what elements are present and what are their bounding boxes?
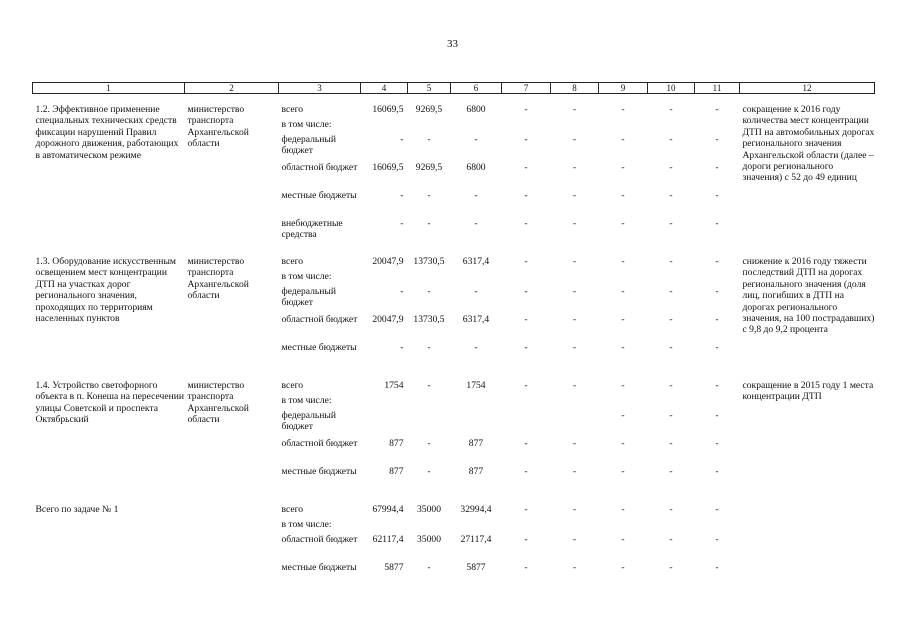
value-cell — [551, 271, 599, 286]
value-cell: 67994,4 — [372, 504, 404, 515]
value-cell: - — [715, 256, 719, 267]
column-header: 1 — [33, 83, 185, 94]
column-number-row — [33, 83, 875, 94]
value-cell: - — [474, 190, 478, 201]
value-cell: - — [621, 218, 625, 229]
value-cell — [648, 271, 695, 286]
table-row — [33, 104, 875, 119]
column-header: 11 — [695, 83, 740, 94]
value-cell — [599, 119, 648, 134]
table-body — [33, 94, 875, 591]
source-label: областной бюджет — [281, 534, 358, 545]
value-cell — [361, 395, 408, 410]
value-cell: - — [572, 218, 577, 229]
value-cell: - — [572, 562, 577, 573]
value-cell: - — [715, 314, 719, 325]
value-cell — [695, 395, 740, 410]
value-cell — [408, 271, 451, 286]
value-cell: - — [524, 534, 528, 545]
value-cell: - — [474, 218, 478, 229]
value-cell: - — [572, 342, 577, 353]
value-cell: - — [572, 534, 577, 545]
value-cell: - — [715, 162, 719, 173]
value-cell: - — [524, 256, 528, 267]
measure-cell: Всего по задаче № 1 — [35, 504, 119, 515]
source-label: всего — [281, 504, 304, 515]
value-cell: - — [524, 104, 528, 115]
column-header: 2 — [185, 83, 279, 94]
value-cell: - — [572, 380, 577, 391]
value-cell: - — [572, 314, 577, 325]
value-cell: - — [572, 438, 577, 449]
value-cell: - — [621, 504, 625, 515]
value-cell: - — [400, 342, 404, 353]
value-cell — [451, 410, 502, 438]
value-cell: - — [715, 134, 719, 145]
value-cell — [408, 119, 451, 134]
value-cell — [551, 395, 599, 410]
value-cell — [361, 119, 408, 134]
value-cell — [408, 395, 451, 410]
value-cell: - — [621, 410, 625, 421]
source-label: всего — [281, 104, 304, 115]
value-cell: - — [669, 256, 673, 267]
value-cell: - — [621, 380, 625, 391]
value-cell: - — [524, 438, 528, 449]
source-label: федеральный бюджет — [281, 134, 337, 157]
value-cell — [408, 519, 451, 534]
column-header: 7 — [502, 83, 551, 94]
value-cell: 6800 — [466, 162, 486, 173]
value-cell — [451, 271, 502, 286]
value-cell — [648, 119, 695, 134]
value-cell: - — [524, 190, 528, 201]
measure-cell: 1.3. Оборудование искусственным освещением мест концентрации ДТП на участках дорог регионального значения, проходящих по территориям населенных пунктов — [35, 256, 176, 325]
value-cell: - — [524, 314, 528, 325]
value-cell: - — [427, 466, 431, 477]
value-cell — [599, 519, 648, 534]
value-cell: - — [524, 162, 528, 173]
value-cell: - — [669, 380, 673, 391]
value-cell: 1754 — [384, 380, 404, 391]
section-separator — [33, 246, 875, 256]
value-cell: - — [669, 286, 673, 297]
value-cell: 9269,5 — [415, 104, 443, 115]
value-cell: 877 — [468, 438, 484, 449]
value-cell: - — [427, 380, 431, 391]
value-cell: 9269,5 — [415, 162, 443, 173]
source-label: всего — [281, 256, 304, 267]
executor-cell — [185, 504, 279, 590]
column-header: 6 — [451, 83, 502, 94]
separator-cell — [33, 494, 875, 504]
value-cell: - — [715, 380, 719, 391]
source-label: всего — [281, 380, 304, 391]
value-cell: - — [524, 466, 528, 477]
value-cell: 1754 — [466, 380, 486, 391]
value-cell: - — [621, 466, 625, 477]
value-cell: - — [621, 562, 625, 573]
value-cell: - — [621, 134, 625, 145]
column-header: 3 — [279, 83, 361, 94]
separator-cell — [33, 94, 875, 105]
result-cell: сокращение в 2015 году 1 места концентрации ДТП — [742, 380, 874, 403]
value-cell: - — [524, 562, 528, 573]
separator-cell — [33, 246, 875, 256]
value-cell: - — [474, 134, 478, 145]
value-cell: - — [669, 190, 673, 201]
value-cell: - — [715, 410, 719, 421]
value-cell: - — [400, 190, 404, 201]
page-number: 33 — [447, 38, 458, 50]
value-cell: 20047,9 — [372, 314, 404, 325]
value-cell: - — [572, 286, 577, 297]
value-cell: - — [669, 504, 673, 515]
source-label: федеральный бюджет — [281, 286, 337, 309]
value-cell — [502, 395, 551, 410]
column-header: 9 — [599, 83, 648, 94]
value-cell: 32994,4 — [460, 504, 492, 515]
value-cell: - — [572, 134, 577, 145]
value-cell: - — [669, 342, 673, 353]
value-cell — [648, 519, 695, 534]
value-cell: 6317,4 — [462, 314, 490, 325]
source-label: в том числе: — [281, 395, 332, 406]
value-cell — [502, 119, 551, 134]
value-cell — [551, 410, 599, 438]
value-cell: - — [427, 562, 431, 573]
value-cell: - — [669, 314, 673, 325]
value-cell: - — [572, 256, 577, 267]
source-label: областной бюджет — [281, 314, 358, 325]
value-cell — [451, 119, 502, 134]
value-cell: - — [572, 504, 577, 515]
value-cell: - — [427, 438, 431, 449]
executor-cell: министерство транспорта Архангельской области — [187, 256, 249, 302]
measure-cell: 1.4. Устройство светофорного объекта в п. Конеша на пересечении улицы Советской и проспекта Октябрьский — [35, 380, 185, 426]
value-cell: 13730,5 — [413, 256, 445, 267]
source-label: местные бюджеты — [281, 466, 357, 477]
value-cell: - — [715, 466, 719, 477]
value-cell: - — [621, 190, 625, 201]
value-cell: - — [621, 314, 625, 325]
value-cell: - — [715, 534, 719, 545]
value-cell: 16069,5 — [372, 162, 404, 173]
value-cell: - — [715, 104, 719, 115]
table-row — [33, 504, 875, 519]
source-label: местные бюджеты — [281, 190, 357, 201]
value-cell: - — [669, 162, 673, 173]
financing-table — [32, 82, 875, 590]
measure-cell: 1.2. Эффективное применение специальных технических средств фиксации нарушений Правил дорожного движения, работающих в автоматическом режиме — [35, 104, 179, 161]
value-cell — [451, 519, 502, 534]
value-cell: - — [621, 342, 625, 353]
value-cell: - — [400, 134, 404, 145]
value-cell: - — [669, 104, 673, 115]
source-label: федеральный бюджет — [281, 410, 337, 433]
value-cell: 877 — [468, 466, 484, 477]
value-cell: - — [572, 104, 577, 115]
source-label: областной бюджет — [281, 162, 358, 173]
value-cell: 6800 — [466, 104, 486, 115]
value-cell: - — [669, 438, 673, 449]
value-cell: 5877 — [384, 562, 404, 573]
value-cell — [408, 410, 451, 438]
value-cell: - — [715, 342, 719, 353]
value-cell: - — [524, 342, 528, 353]
value-cell — [599, 271, 648, 286]
source-label: в том числе: — [281, 119, 332, 130]
value-cell: - — [524, 380, 528, 391]
value-cell — [695, 519, 740, 534]
value-cell: - — [474, 286, 478, 297]
value-cell: 62117,4 — [372, 534, 404, 545]
value-cell: - — [669, 534, 673, 545]
value-cell: - — [715, 286, 719, 297]
value-cell — [599, 395, 648, 410]
value-cell: - — [572, 162, 577, 173]
value-cell — [361, 410, 408, 438]
value-cell: - — [669, 218, 673, 229]
value-cell — [695, 271, 740, 286]
executor-cell: министерство транспорта Архангельской области — [187, 104, 249, 150]
value-cell: - — [669, 466, 673, 477]
separator-cell — [33, 370, 875, 380]
value-cell: - — [427, 134, 431, 145]
value-cell: - — [474, 342, 478, 353]
value-cell: - — [715, 218, 719, 229]
result-cell — [740, 504, 875, 590]
value-cell: - — [715, 562, 719, 573]
table-row — [33, 256, 875, 271]
source-label: местные бюджеты — [281, 562, 357, 573]
value-cell: - — [524, 218, 528, 229]
value-cell: 877 — [389, 466, 404, 477]
column-header: 8 — [551, 83, 599, 94]
table-row — [33, 380, 875, 395]
value-cell — [695, 119, 740, 134]
value-cell — [361, 271, 408, 286]
value-cell: - — [524, 134, 528, 145]
value-cell: 27117,4 — [460, 534, 492, 545]
section-separator — [33, 94, 875, 105]
column-header: 5 — [408, 83, 451, 94]
value-cell: - — [524, 286, 528, 297]
value-cell: - — [715, 190, 719, 201]
value-cell: 877 — [389, 438, 404, 449]
source-label: областной бюджет — [281, 438, 358, 449]
value-cell: 16069,5 — [372, 104, 404, 115]
column-header: 12 — [740, 83, 875, 94]
value-cell: - — [427, 190, 431, 201]
value-cell: - — [669, 134, 673, 145]
value-cell: - — [572, 190, 577, 201]
value-cell — [451, 395, 502, 410]
value-cell: - — [427, 342, 431, 353]
value-cell: 5877 — [466, 562, 486, 573]
section-separator — [33, 494, 875, 504]
value-cell — [502, 519, 551, 534]
value-cell: 13730,5 — [413, 314, 445, 325]
value-cell: - — [715, 504, 719, 515]
value-cell: 6317,4 — [462, 256, 490, 267]
value-cell: - — [400, 286, 404, 297]
executor-cell: министерство транспорта Архангельской области — [187, 380, 249, 426]
value-cell: - — [621, 534, 625, 545]
value-cell — [648, 395, 695, 410]
value-cell — [502, 410, 551, 438]
value-cell: 35000 — [417, 534, 441, 545]
value-cell: - — [621, 162, 625, 173]
value-cell: - — [621, 256, 625, 267]
value-cell: - — [669, 410, 673, 421]
value-cell: 35000 — [417, 504, 441, 515]
value-cell: - — [621, 104, 625, 115]
value-cell — [551, 119, 599, 134]
source-label: в том числе: — [281, 519, 332, 530]
value-cell: - — [621, 438, 625, 449]
value-cell: - — [427, 218, 431, 229]
value-cell: - — [427, 286, 431, 297]
value-cell: - — [669, 562, 673, 573]
column-header: 4 — [361, 83, 408, 94]
value-cell: - — [524, 504, 528, 515]
value-cell — [502, 271, 551, 286]
result-cell: сокращение к 2016 году количества мест концентрации ДТП на автомобильных дорогах регионального значения Архангельской области (далее – дороги регионального значения) с 52 до 49 единиц — [742, 104, 875, 184]
value-cell: - — [400, 218, 404, 229]
section-separator — [33, 370, 875, 380]
result-cell: снижение к 2016 году тяжести последствий ДТП на дорогах регионального значения (доля лиц, погибших в ДТП на дорогах регионального значения, на 100 пострадавших) с 9,8 до 9,2 процента — [742, 256, 875, 336]
source-label: внебюджетные средства — [281, 218, 343, 241]
source-label: местные бюджеты — [281, 342, 357, 353]
value-cell — [361, 519, 408, 534]
column-header: 10 — [648, 83, 695, 94]
source-label: в том числе: — [281, 271, 332, 282]
value-cell: - — [572, 466, 577, 477]
value-cell: - — [715, 438, 719, 449]
value-cell: 20047,9 — [372, 256, 404, 267]
value-cell — [551, 519, 599, 534]
value-cell: - — [621, 286, 625, 297]
